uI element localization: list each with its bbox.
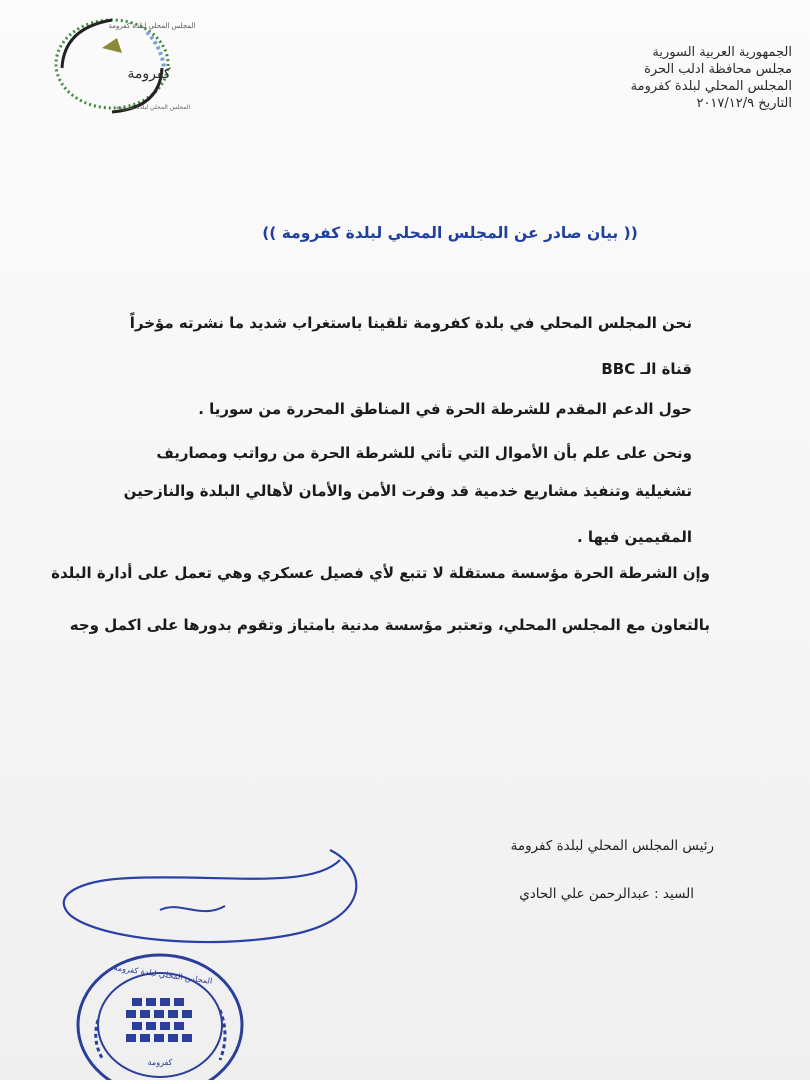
body-line: حول الدعم المقدم للشرطة الحرة في المناطق المحررة من سوريا . xyxy=(198,400,692,418)
signatory-name: السيد : عبدالرحمن علي الحادي xyxy=(519,886,694,902)
body-line: تشغيلية وتنفيذ مشاريع خدمية قد وفرت الأمن والأمان لأهالي البلدة والنازحين xyxy=(123,482,692,500)
body-line: بالتعاون مع المجلس المحلي، وتعتبر مؤسسة مدنية بامتياز وتقوم بدورها على اكمل وجه xyxy=(69,616,710,634)
stamp-bottom-text: كفرومة xyxy=(147,1058,173,1067)
statement-title: (( بيان صادر عن المجلس المحلي لبلدة كفرومة )) xyxy=(262,224,638,242)
body-line: قناة الـ BBC xyxy=(601,360,692,378)
body-line: المقيمين فيها . xyxy=(576,528,692,546)
body-line: نحن المجلس المحلي في بلدة كفرومة تلقينا باستغراب شديد ما نشرته مؤخراً xyxy=(129,314,692,332)
header-governorate: مجلس محافظة ادلب الحرة xyxy=(644,62,792,77)
signatory-title: رئيس المجلس المحلي لبلدة كفرومة xyxy=(510,838,714,854)
header-country: الجمهورية العربية السورية xyxy=(652,45,792,60)
logo-name: كفرومة xyxy=(127,66,171,82)
header-date: التاريخ ٢٠١٧/١٢/٩ xyxy=(696,96,792,111)
body-line: ونحن على علم بأن الأموال التي تأتي للشرطة الحرة من رواتب ومصاريف xyxy=(156,444,692,462)
official-stamp xyxy=(70,940,250,1080)
body-line: وإن الشرطة الحرة مؤسسة مستقلة لا تتبع لأي فصيل عسكري وهي تعمل على أدارة البلدة xyxy=(51,564,710,582)
stamp-text: المجلس المحلي لبلدة كفرومة xyxy=(113,963,213,986)
logo-top-text: المجلس المحلي لبلدة كفرومة xyxy=(108,22,196,30)
logo-bottom-text: المجلس المحلي لبلدة كفرومة xyxy=(115,104,191,111)
council-logo xyxy=(42,8,196,118)
letterhead xyxy=(572,44,792,112)
header-council: المجلس المحلي لبلدة كفرومة xyxy=(630,79,792,94)
